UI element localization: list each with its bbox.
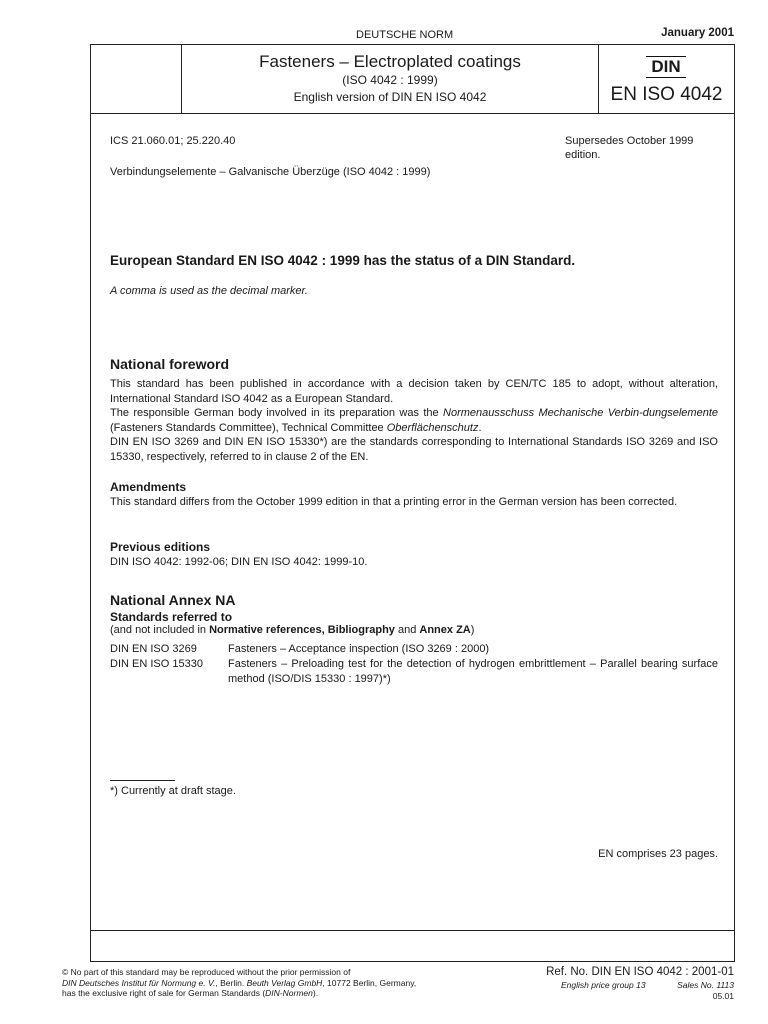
din-logo-text: DIN xyxy=(651,57,681,76)
document-title: Fasteners – Electroplated coatings xyxy=(259,52,521,71)
annex-note-text: (and not included in xyxy=(110,624,210,636)
annex-note-bold-1: Normative references, Bibliography xyxy=(209,624,395,636)
reference-number: Ref. No. DIN EN ISO 4042 : 2001-01 xyxy=(546,966,734,978)
previous-editions-heading: Previous editions xyxy=(110,540,211,554)
footnote-rule xyxy=(110,780,175,781)
amendments-heading: Amendments xyxy=(110,480,187,494)
technical-committee-name: Oberflächenschutz xyxy=(386,421,479,434)
foreword-p2-text: The responsible German body involved in its preparation was the xyxy=(110,407,444,419)
sales-number: Sales No. 1113 xyxy=(677,980,734,990)
din-institute-name: DIN Deutsches Institut für Normung e. V. xyxy=(62,977,216,988)
ics-codes: ICS 21.060.01; 25.220.40 xyxy=(110,135,236,147)
copyright-text: ). xyxy=(312,988,319,998)
previous-editions-text: DIN ISO 4042: 1992-06; DIN EN ISO 4042: 1999-10. xyxy=(110,556,368,568)
iso-reference: (ISO 4042 : 1999) xyxy=(342,73,438,87)
reference-code: DIN EN ISO 15330 xyxy=(110,658,203,670)
issue-date: January 2001 xyxy=(661,27,734,39)
foreword-paragraph-1: This standard has been published in accordance with a decision taken by CEN/TC 185 to adopt, without alteration, International Standard ISO 4042 as a European Standard. xyxy=(110,378,718,405)
copyright-line-2 xyxy=(62,978,482,989)
annex-subheading: Standards referred to xyxy=(110,610,233,624)
annex-note xyxy=(110,623,474,638)
annex-note-bold-2: Annex ZA xyxy=(419,624,471,636)
supersedes-line2: edition. xyxy=(565,149,601,161)
committee-name: Normenausschuss Mechanische Verbin-dungselemente xyxy=(443,407,718,419)
foreword-heading: National foreword xyxy=(110,356,230,372)
foreword-paragraph-3: DIN EN ISO 3269 and DIN EN ISO 15330*) are the standards corresponding to International Standards ISO 3269 and ISO 15330, respectively, referred to in clause 2 of the EN. xyxy=(110,436,718,463)
standard-number: EN ISO 4042 xyxy=(610,84,723,105)
status-headline: European Standard EN ISO 4042 : 1999 has the status of a DIN Standard. xyxy=(110,253,576,268)
pages-note: EN comprises 23 pages. xyxy=(598,848,718,860)
annex-heading: National Annex NA xyxy=(110,592,236,608)
date-code: 05.01 xyxy=(712,991,734,1001)
deutsche-norm-label: DEUTSCHE NORM xyxy=(356,29,454,41)
copyright-text: , 10772 Berlin, Germany, xyxy=(322,977,417,988)
english-version-label: English version of DIN EN ISO 4042 xyxy=(293,90,487,104)
footer-divider xyxy=(90,930,735,931)
copyright-line-1: © No part of this standard may be reproduced without the prior permission of xyxy=(62,967,351,977)
reference-description: Fasteners – Acceptance inspection (ISO 3269 : 2000) xyxy=(228,643,490,655)
copyright-text: , Berlin. xyxy=(215,977,247,988)
footnote: *) Currently at draft stage. xyxy=(110,785,236,797)
german-title: Verbindungselemente – Galvanische Überzüge (ISO 4042 : 1999) xyxy=(110,166,431,178)
price-group: English price group 13 xyxy=(561,980,646,990)
header-divider xyxy=(90,113,735,114)
din-logo xyxy=(646,56,686,78)
decimal-marker-note: A comma is used as the decimal marker. xyxy=(110,285,308,297)
beuth-verlag-name: Beuth Verlag GmbH xyxy=(246,977,323,988)
copyright-notice xyxy=(62,967,482,999)
foreword-p2-text-2: (Fasteners Standards Committee), Technical Committee xyxy=(110,421,387,434)
annex-note-close: ) xyxy=(470,624,475,636)
supersedes-line1: Supersedes October 1999 xyxy=(565,135,694,147)
amendments-text: This standard differs from the October 1999 edition in that a printing error in the German version has been corrected. xyxy=(110,496,678,508)
annex-note-and: and xyxy=(394,624,420,636)
foreword-paragraph-2 xyxy=(110,406,718,435)
foreword-p2-period: . xyxy=(478,421,482,434)
reference-description: Fasteners – Preloading test for the detection of hydrogen embrittlement – Parallel bearing surface method (ISO/DIS 15330 : 1997)*) xyxy=(228,658,718,685)
copyright-text: has the exclusive right of sale for German Standards ( xyxy=(62,988,266,998)
copyright-line-3 xyxy=(62,988,482,999)
reference-code: DIN EN ISO 3269 xyxy=(110,643,197,655)
din-normen-term: DIN-Normen xyxy=(265,988,313,998)
